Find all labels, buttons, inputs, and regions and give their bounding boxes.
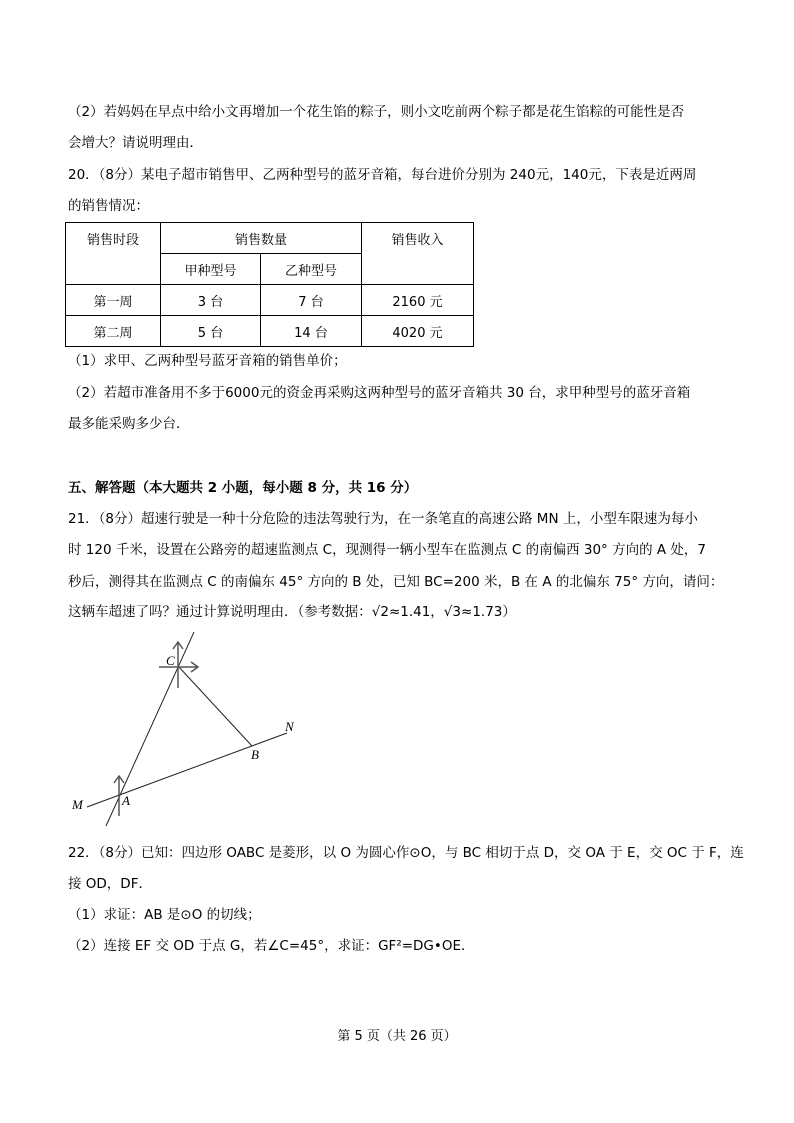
cell-income: 4020 元: [362, 316, 474, 347]
q20-part2-line1: （2）若超市准备用不多于6000元的资金再采购这两种型号的蓝牙音箱共 30 台，求甲种型号的蓝牙音箱: [68, 385, 691, 401]
cell-period: 第一周: [66, 285, 161, 316]
cell-a: 3 台: [161, 285, 261, 316]
q19-part2-line1: （2）若妈妈在早点中给小文再增加一个花生馅的粽子，则小文吃前两个粽子都是花生馅粽的可能性是否: [68, 104, 685, 120]
header-income: 销售收入: [362, 223, 474, 285]
q22-line1: 22．（8分）已知：四边形 OABC 是菱形，以 O 为圆心作⊙O，与 BC 相切于点 D，交 OA 于 E，交 OC 于 F，连: [68, 845, 744, 861]
cell-period: 第二周: [66, 316, 161, 347]
table-row: [66, 316, 474, 347]
q21-line2: 时 120 千米，设置在公路旁的超速监测点 C，现测得一辆小型车在监测点 C 的南偏西 30° 方向的 A 处，7: [68, 542, 706, 558]
q21-line3: 秒后，测得其在监测点 C 的南偏东 45° 方向的 B 处，已知 BC=200 米，B 在 A 的北偏东 75° 方向，请问：: [68, 574, 724, 590]
label-c: C: [166, 653, 175, 668]
cell-a: 5 台: [161, 316, 261, 347]
cell-income: 2160 元: [362, 285, 474, 316]
cell-b: 14 台: [261, 316, 362, 347]
cell-b: 7 台: [261, 285, 362, 316]
q21-line1: 21．（8分）超速行驶是一种十分危险的违法驾驶行为，在一条笔直的高速公路 MN 上，小型车限速为每小: [68, 511, 698, 527]
q19-part2-line2: 会增大？请说明理由．: [68, 135, 203, 151]
q20-stem-line2: 的销售情况：: [68, 198, 149, 214]
section-heading: 五、解答题（本大题共 2 小题，每小题 8 分，共 16 分）: [68, 480, 418, 496]
header-quantity: 销售数量: [161, 223, 362, 254]
q21-figure: [60, 630, 320, 830]
q20-part1: （1）求甲、乙两种型号蓝牙音箱的销售单价；: [68, 353, 347, 369]
header-period: 销售时段: [66, 223, 161, 285]
table-row: [66, 285, 474, 316]
line-mn: [87, 733, 287, 807]
header-model-a: 甲种型号: [161, 254, 261, 285]
label-b: B: [251, 747, 259, 762]
q21-line4: 这辆车超速了吗？通过计算说明理由．（参考数据：√2≈1.41，√3≈1.73）: [68, 604, 516, 620]
q20-stem-line1: 20．（8分）某电子超市销售甲、乙两种型号的蓝牙音箱，每台进价分别为 240元，140元，下表是近两周: [68, 167, 697, 183]
label-n: N: [285, 719, 294, 734]
q22-part1: （1）求证：AB 是⊙O 的切线；: [68, 907, 261, 923]
label-m: M: [72, 797, 83, 812]
line-cb: [178, 666, 252, 746]
q22-line2: 接 OD，DF．: [68, 876, 152, 892]
q22-part2: （2）连接 EF 交 OD 于点 G，若∠C=45°，求证：GF²=DG•OE．: [68, 938, 475, 954]
sales-table: [65, 222, 474, 347]
page-footer: 第 5 页（共 26 页）: [337, 1029, 457, 1044]
label-a: A: [122, 793, 130, 808]
q20-part2-line2: 最多能采购多少台．: [68, 416, 190, 432]
header-model-b: 乙种型号: [261, 254, 362, 285]
